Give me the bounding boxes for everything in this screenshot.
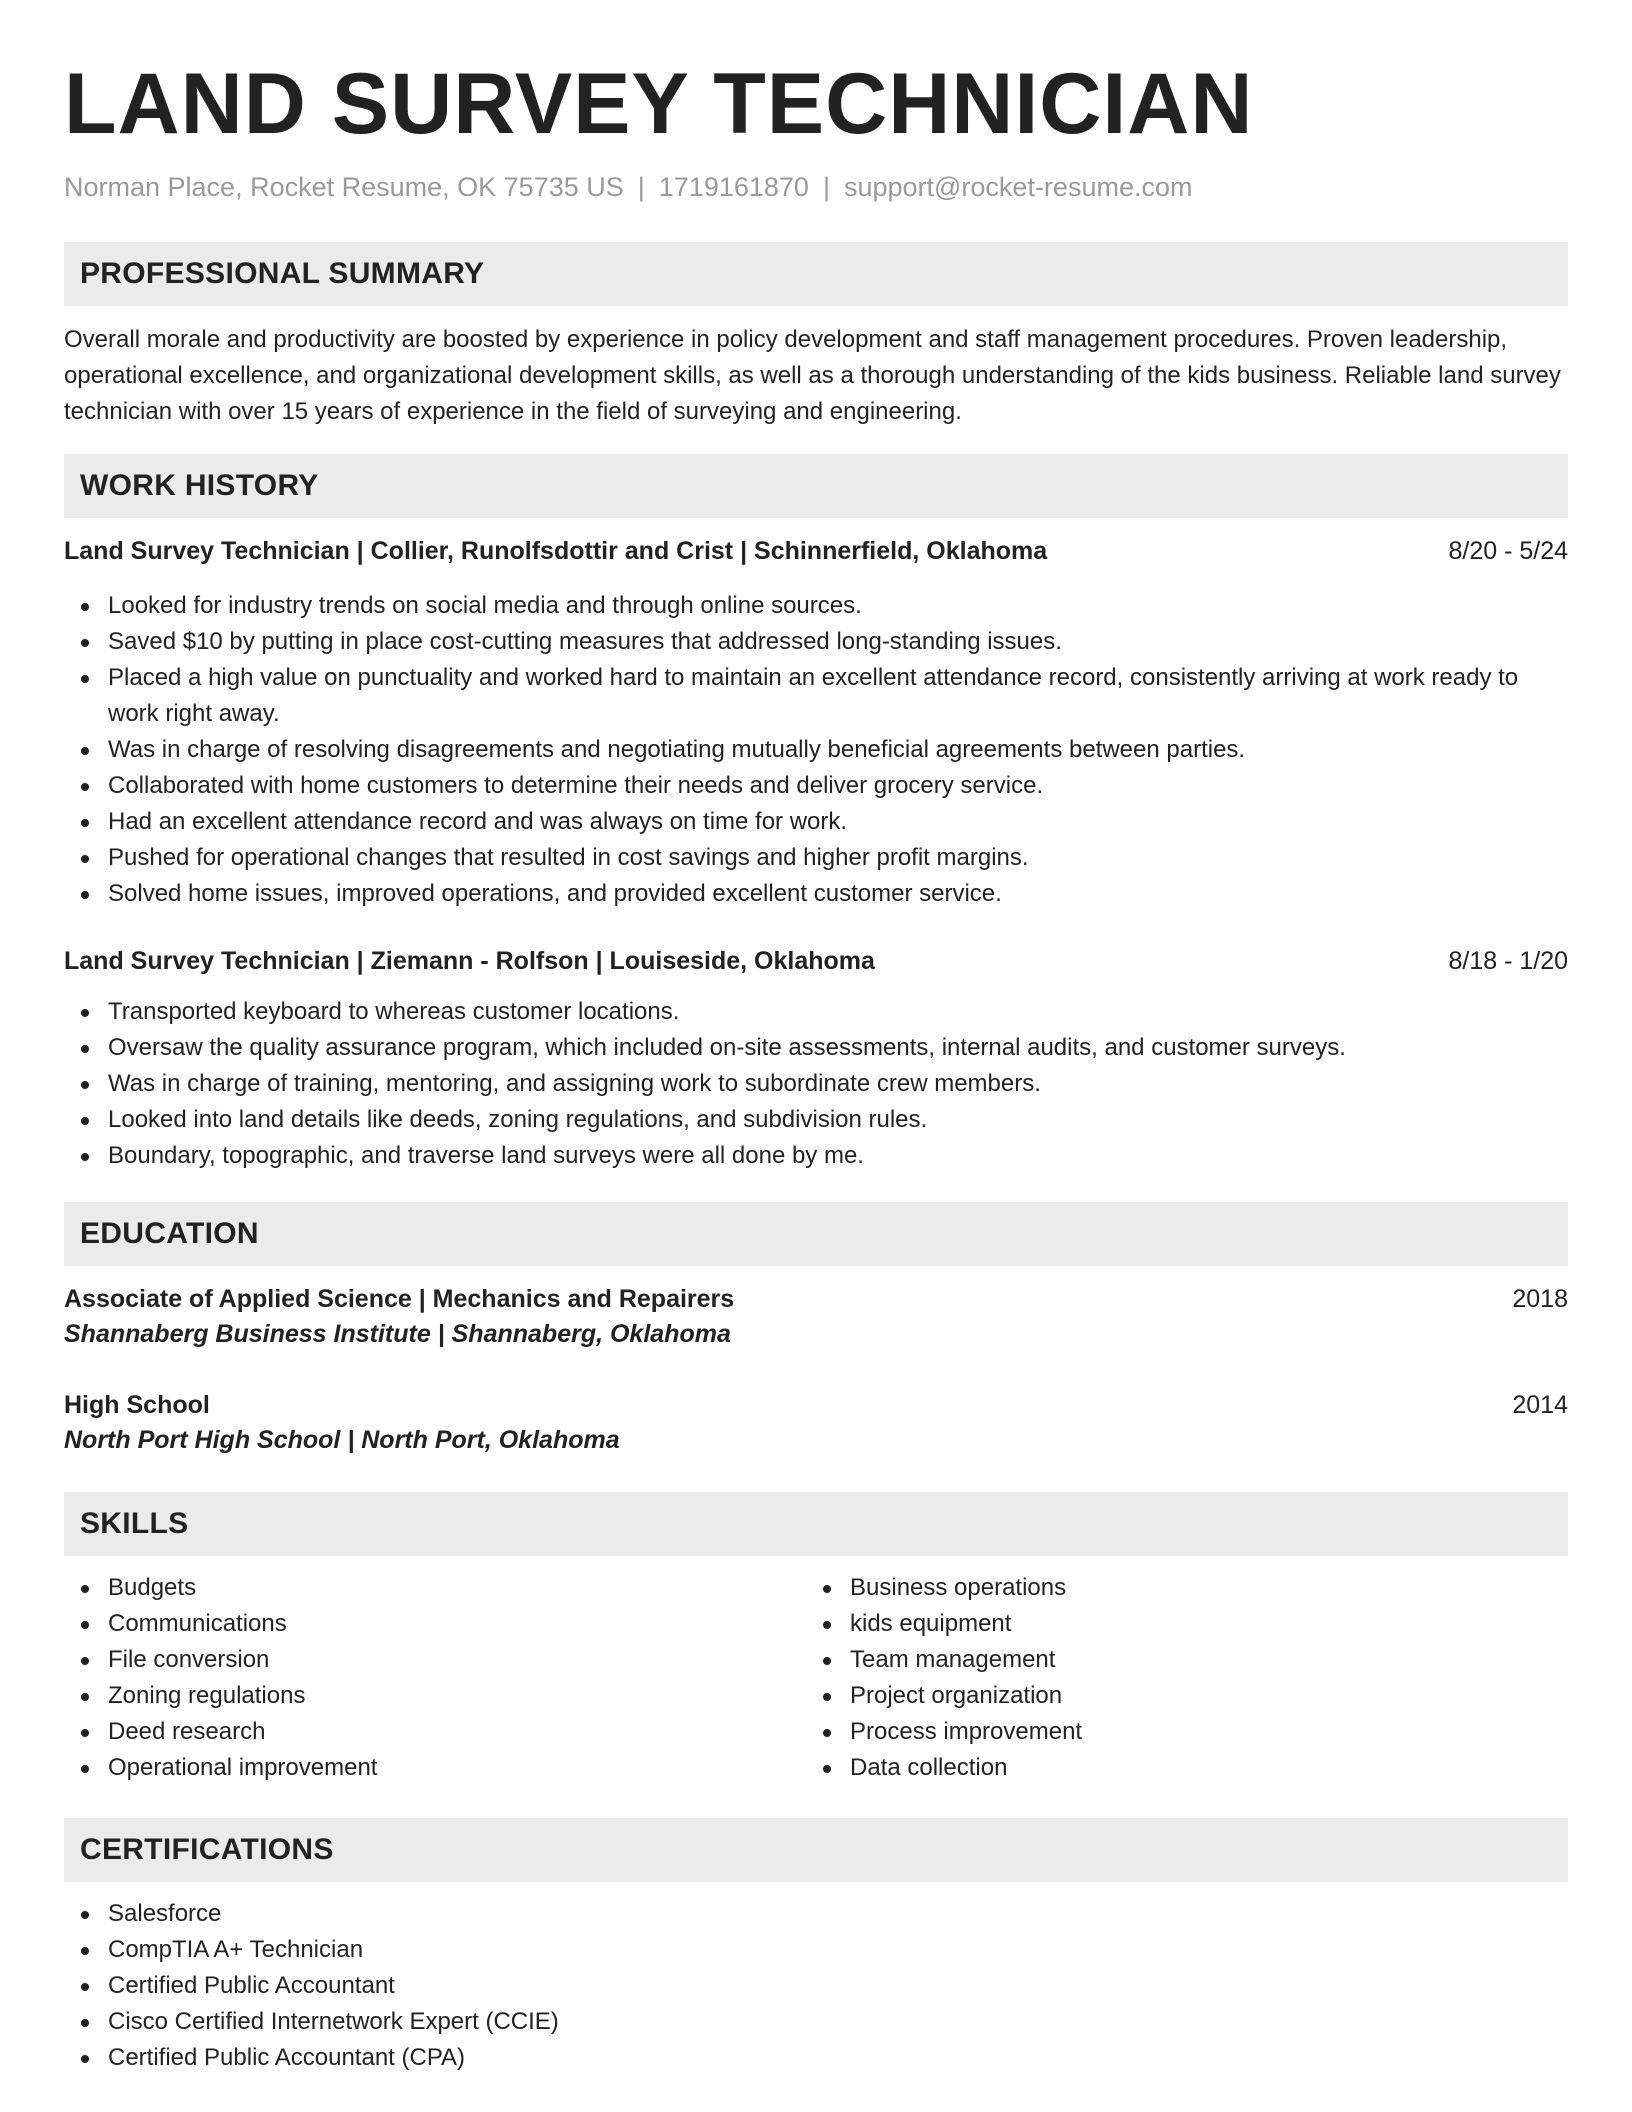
list-item: kids equipment bbox=[806, 1606, 1548, 1642]
section-header-summary: PROFESSIONAL SUMMARY bbox=[64, 242, 1568, 306]
job-heading-row bbox=[64, 534, 1568, 568]
job-entry bbox=[64, 944, 1568, 1174]
resume-page bbox=[64, 0, 1568, 2076]
list-item: Transported keyboard to whereas customer locations. bbox=[64, 994, 1568, 1030]
education-degree: Associate of Applied Science | Mechanics and Repairers bbox=[64, 1285, 735, 1313]
contact-address: Norman Place, Rocket Resume, OK 75735 US bbox=[64, 172, 624, 202]
contact-email: support@rocket-resume.com bbox=[843, 172, 1193, 202]
list-item: Communications bbox=[64, 1606, 806, 1642]
section-header-skills: SKILLS bbox=[64, 1492, 1568, 1556]
education-school: Shannaberg Business Institute | Shannaberg, Oklahoma bbox=[64, 1320, 731, 1348]
summary-text: Overall morale and productivity are boosted by experience in policy development and staff management procedures. Proven leadership, operational excellence, and organizational development skills, as well as a thorough understanding of the kids business. Reliable land survey technician with over 15 years of experience in the field of surveying and engineering. bbox=[64, 326, 1561, 425]
education-entry bbox=[64, 1282, 1568, 1352]
list-item: Zoning regulations bbox=[64, 1678, 806, 1714]
list-item: Boundary, topographic, and traverse land surveys were all done by me. bbox=[64, 1138, 1568, 1174]
education-degree: High School bbox=[64, 1391, 210, 1419]
list-item: Looked for industry trends on social media and through online sources. bbox=[64, 588, 1568, 624]
list-item: Business operations bbox=[806, 1570, 1548, 1606]
page-title: LAND SURVEY TECHNICIAN bbox=[64, 56, 1254, 152]
contact-phone: 1719161870 bbox=[658, 172, 809, 202]
list-item: Data collection bbox=[806, 1750, 1548, 1786]
list-item: Looked into land details like deeds, zoning regulations, and subdivision rules. bbox=[64, 1102, 1568, 1138]
education-heading-row bbox=[64, 1388, 1568, 1422]
list-item: Had an excellent attendance record and was always on time for work. bbox=[64, 804, 1568, 840]
skills-list-right bbox=[806, 1570, 1548, 1786]
list-item: Solved home issues, improved operations, and provided excellent customer service. bbox=[64, 876, 1568, 912]
list-item: Was in charge of resolving disagreements and negotiating mutually beneficial agreements between parties. bbox=[64, 732, 1568, 768]
education-school: North Port High School | North Port, Oklahoma bbox=[64, 1426, 620, 1454]
contact-separator: | bbox=[822, 172, 830, 202]
section-header-work-history: WORK HISTORY bbox=[64, 454, 1568, 518]
education-entry bbox=[64, 1388, 1568, 1458]
education-heading-row bbox=[64, 1282, 1568, 1316]
list-item: File conversion bbox=[64, 1642, 806, 1678]
list-item: Budgets bbox=[64, 1570, 806, 1606]
education-date: 2014 bbox=[1512, 1391, 1568, 1419]
certifications-list bbox=[64, 1896, 1568, 2076]
skills-list-left bbox=[64, 1570, 806, 1786]
list-item: Collaborated with home customers to determine their needs and deliver grocery service. bbox=[64, 768, 1568, 804]
list-item: Certified Public Accountant bbox=[64, 1968, 1568, 2004]
list-item: Salesforce bbox=[64, 1896, 1568, 1932]
job-title: Land Survey Technician | Collier, Runolfsdottir and Crist | Schinnerfield, Oklahoma bbox=[64, 537, 1048, 565]
job-date: 8/20 - 5/24 bbox=[1448, 537, 1568, 565]
list-item: Project organization bbox=[806, 1678, 1548, 1714]
list-item: Certified Public Accountant (CPA) bbox=[64, 2040, 1568, 2076]
job-title: Land Survey Technician | Ziemann - Rolfson | Louiseside, Oklahoma bbox=[64, 947, 875, 975]
section-header-education: EDUCATION bbox=[64, 1202, 1568, 1266]
list-item: Oversaw the quality assurance program, which included on-site assessments, internal audits, and customer surveys. bbox=[64, 1030, 1568, 1066]
list-item: CompTIA A+ Technician bbox=[64, 1932, 1568, 1968]
list-item: Saved $10 by putting in place cost-cutting measures that addressed long-standing issues. bbox=[64, 624, 1568, 660]
list-item: Cisco Certified Internetwork Expert (CCIE) bbox=[64, 2004, 1568, 2040]
list-item: Placed a high value on punctuality and worked hard to maintain an excellent attendance record, consistently arriving at work ready to work right away. bbox=[64, 660, 1568, 732]
skills-grid bbox=[64, 1570, 1568, 1786]
contact-separator: | bbox=[637, 172, 645, 202]
list-item: Was in charge of training, mentoring, and assigning work to subordinate crew members. bbox=[64, 1066, 1568, 1102]
list-item: Pushed for operational changes that resulted in cost savings and higher profit margins. bbox=[64, 840, 1568, 876]
job-heading-row bbox=[64, 944, 1568, 978]
job-bullets bbox=[64, 994, 1568, 1174]
list-item: Process improvement bbox=[806, 1714, 1548, 1750]
section-header-certifications: CERTIFICATIONS bbox=[64, 1818, 1568, 1882]
list-item: Deed research bbox=[64, 1714, 806, 1750]
list-item: Operational improvement bbox=[64, 1750, 806, 1786]
contact-line bbox=[64, 170, 1568, 204]
list-item: Team management bbox=[806, 1642, 1548, 1678]
job-bullets bbox=[64, 588, 1568, 912]
job-entry bbox=[64, 534, 1568, 912]
job-date: 8/18 - 1/20 bbox=[1448, 947, 1568, 975]
education-date: 2018 bbox=[1512, 1285, 1568, 1313]
